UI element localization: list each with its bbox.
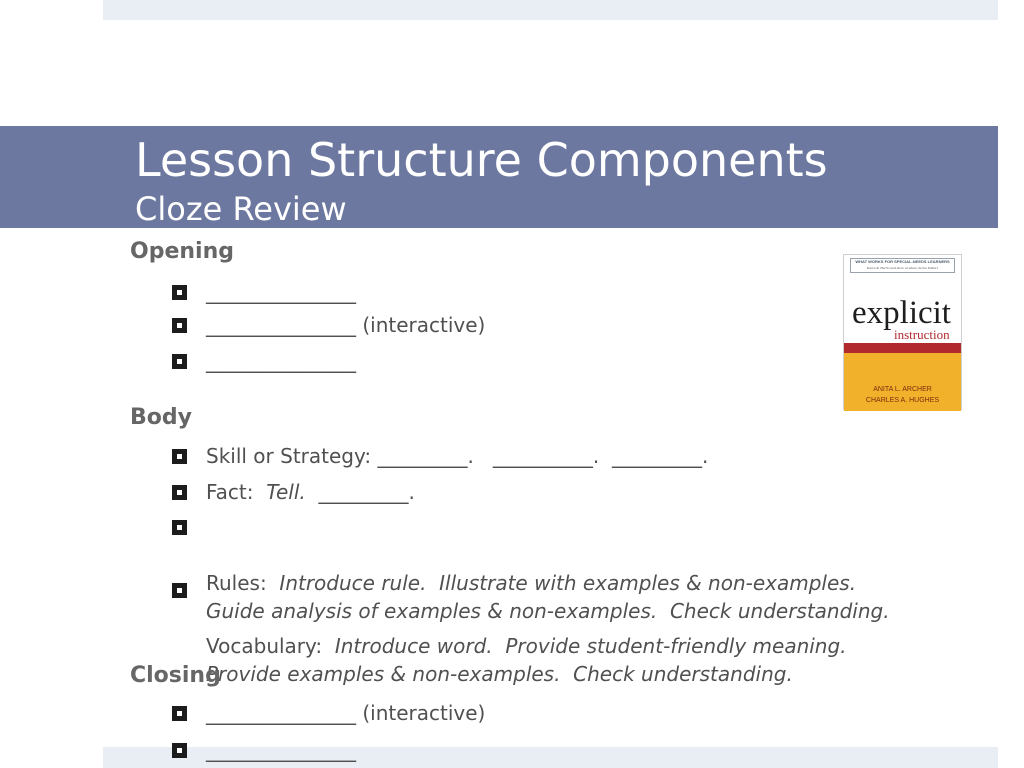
list-item-text: _______________ (interactive) — [206, 313, 486, 337]
book-author: CHARLES A. HUGHES — [865, 397, 940, 404]
list-item-text: _______________ — [206, 349, 356, 373]
list-item-text: _______________ — [206, 280, 356, 304]
rules-label: Rules: — [206, 571, 280, 595]
fact-label: Fact: — [206, 480, 267, 504]
list-item — [172, 311, 485, 339]
list-item — [172, 278, 356, 306]
book-title-sub: instruction — [894, 327, 950, 342]
fact-blank: _________. — [305, 480, 415, 504]
book-editors: Karen R. Harris and Steve Graham, Series Editors — [866, 266, 939, 270]
book-series: WHAT WORKS FOR SPECIAL-NEEDS LEARNERS — [855, 259, 950, 264]
square-bullet-icon — [172, 449, 187, 464]
square-bullet-icon — [172, 318, 187, 333]
list-item — [172, 699, 485, 727]
book-red-band — [844, 343, 961, 353]
section-heading-body: Body — [130, 405, 192, 430]
square-bullet-icon — [172, 285, 187, 300]
section-heading-opening: Opening — [130, 239, 234, 264]
book-series-box — [850, 258, 955, 273]
list-item-text: _______________ — [206, 738, 356, 762]
square-bullet-icon — [172, 706, 187, 721]
square-bullet-icon — [172, 583, 187, 598]
square-bullet-icon — [172, 485, 187, 500]
vocabulary-text-1: Introduce word. Provide student-friendly meaning. — [334, 634, 847, 658]
rules-line-2: Guide analysis of examples & non-examples. Check understanding. — [206, 599, 890, 623]
list-item — [172, 347, 356, 375]
section-heading-closing: Closing — [130, 663, 221, 688]
vocabulary-line-2: Provide examples & non-examples. Check understanding. — [206, 662, 793, 686]
book-author: ANITA L. ARCHER — [873, 386, 932, 393]
list-item-text: _______________ (interactive) — [206, 701, 486, 725]
square-bullet-icon — [172, 354, 187, 369]
list-item-text: Skill or Strategy: _________. __________. _________. — [206, 444, 709, 468]
vocabulary-label: Vocabulary: — [206, 634, 335, 658]
square-bullet-icon — [172, 743, 187, 758]
fact-italic: Tell. — [266, 480, 306, 504]
list-item-fact — [172, 478, 415, 506]
vocabulary-line-1 — [206, 632, 847, 660]
book-lower-panel — [844, 353, 961, 411]
list-item-skill — [172, 442, 708, 470]
book-title-main: explicit — [852, 295, 951, 331]
list-item — [172, 736, 356, 764]
slide-subtitle: Cloze Review — [135, 190, 347, 228]
list-item-text — [206, 478, 415, 506]
top-accent-strip — [103, 0, 998, 20]
book-cover-image — [843, 254, 962, 410]
square-bullet-icon — [172, 520, 187, 535]
slide-title: Lesson Structure Components — [135, 133, 828, 187]
rules-text-1: Introduce rule. Illustrate with examples & non-examples. — [279, 571, 857, 595]
